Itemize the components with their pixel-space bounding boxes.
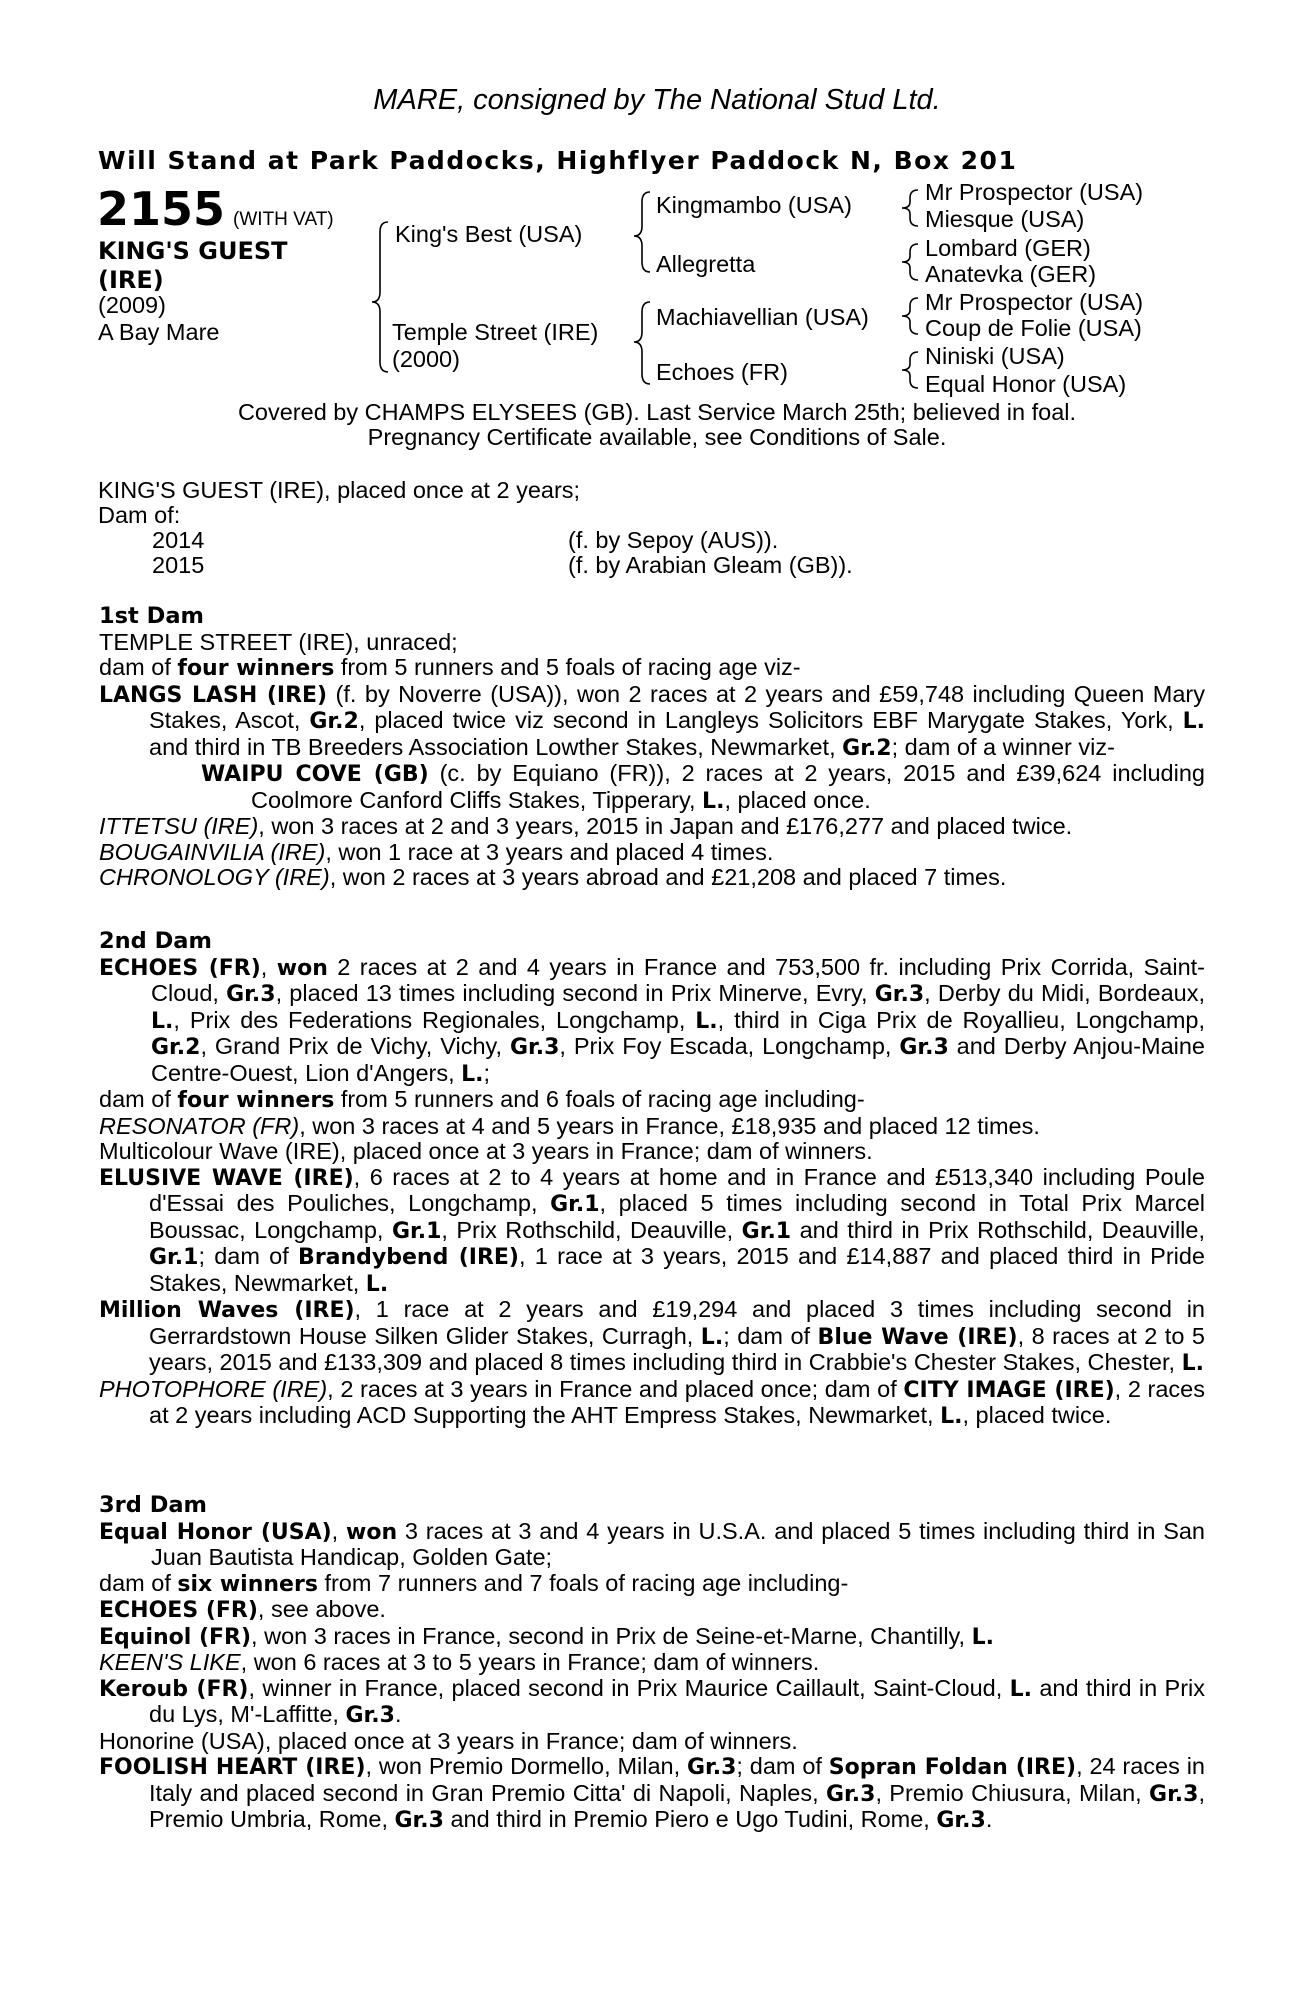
pedigree-g4: Anatevka (GER) [925,261,1097,287]
first-dam-summary: dam of four winners from 5 runners and 5 foals of racing age viz- [99,654,801,681]
dam-year: (2000) [392,346,460,372]
pedigree-g6: Coup de Folie (USA) [925,315,1142,341]
second-dam-summary: dam of four winners from 5 runners and 6 foals of racing age including- [99,1086,865,1113]
dam-of-label: Dam of: [98,502,181,528]
pedigree-g1: Mr Prospector (USA) [925,179,1144,205]
langs-lash-entry: LANGS LASH (IRE) (f. by Noverre (USA)), won 2 races at 2 years and £59,748 including Queen Mary Stakes, Ascot, Gr.2, placed twice viz second in Langleys Solicitors EBF Marygate Stakes, York, L. and third in TB Breeders Association Lowther Stakes, Newmarket, Gr.2; dam of a winner viz- [99,680,1205,761]
pedigree-g3: Lombard (GER) [925,235,1091,261]
first-dam-line: TEMPLE STREET (IRE), unraced; [99,628,458,655]
sire-sire: Kingmambo (USA) [656,192,852,218]
lot-number: 2155 (WITH VAT) [97,182,334,236]
pedigree-g8: Equal Honor (USA) [925,371,1127,397]
ittetsu-entry: ITTETSU (IRE), won 3 races at 2 and 3 years, 2015 in Japan and £176,277 and placed twice. [99,813,1073,839]
foaling-year: (2009) [98,292,166,318]
pedigree-g5: Mr Prospector (USA) [925,289,1144,315]
waipu-cove-entry: WAIPU COVE (GB) (c. by Equiano (FR)), 2 races at 2 years, 2015 and £39,624 including Coolmore Canford Cliffs Stakes, Tipperary, L., placed once. [201,760,1205,814]
produce-year-2015: 2015 [152,552,205,578]
multicolour-wave-entry: Multicolour Wave (IRE), placed once at 3 years in France; dam of winners. [99,1138,873,1164]
pregnancy-note: Pregnancy Certificate available, see Conditions of Sale. [367,424,947,450]
pedigree-g7: Niniski (USA) [925,343,1065,369]
second-dam-section [99,928,1205,1430]
vat-note: (WITH VAT) [233,209,334,230]
elusive-wave-entry: ELUSIVE WAVE (IRE), 6 races at 2 to 4 years at home and in France and £513,340 including Poule d'Essai des Pouliches, Longchamp, Gr.1, placed 5 times including second in Total Prix Marcel Boussac, Longchamp, Gr.1, Prix Rothschild, Deauville, Gr.1 and third in Prix Rothschild, Deauville, Gr.1; dam of Brandybend (IRE), 1 race at 3 years, 2015 and £14,887 and placed third in Pride Stakes, Newmarket, L. [99,1163,1206,1297]
echoes-see-above: ECHOES (FR), see above. [99,1596,386,1623]
photophore-entry: PHOTOPHORE (IRE), 2 races at 3 years in France and placed once; dam of CITY IMAGE (IRE), 2 races at 2 years including ACD Supporting the AHT Empress Stakes, Newmarket, L., placed twice. [99,1375,1206,1429]
keens-like-entry: KEEN'S LIKE, won 6 races at 3 to 5 years in France; dam of winners. [99,1649,820,1675]
horse-name-suffix: (IRE) [98,266,164,294]
produce-intro: KING'S GUEST (IRE), placed once at 2 years; [98,477,581,503]
sire-dam: Allegretta [656,251,756,277]
second-dam-heading: 2nd Dam [99,928,212,954]
honorine-entry: Honorine (USA), placed once at 3 years in France; dam of winners. [99,1727,798,1754]
third-dam-section [99,1492,1205,1834]
equinol-entry: Equinol (FR), won 3 races in France, second in Prix de Seine-et-Marne, Chantilly, L. [99,1622,994,1650]
produce-detail-2014: (f. by Sepoy (AUS)). [568,527,779,553]
keroub-entry: Keroub (FR), winner in France, placed second in Prix Maurice Caillault, Saint-Cloud, L. and third in Prix du Lys, M'-Laffitte, Gr.3. [99,1674,1205,1728]
produce-year-2014: 2014 [152,527,205,553]
foolish-heart-entry: FOOLISH HEART (IRE), won Premio Dormello, Milan, Gr.3; dam of Sopran Foldan (IRE), 24 races in Italy and placed second in Gran Premio Citta' di Napoli, Naples, Gr.3, Premio Chiusura, Milan, Gr.3, Premio Umbria, Rome, Gr.3 and third in Premio Piero e Ugo Tudini, Rome, Gr.3. [99,1753,1205,1833]
third-dam-heading: 3rd Dam [99,1492,207,1518]
covered-note: Covered by CHAMPS ELYSEES (GB). Last Service March 25th; believed in foal. [237,399,1077,425]
bougainvilia-entry: BOUGAINVILIA (IRE), won 1 race at 3 years and placed 4 times. [99,838,774,865]
horse-name: KING'S GUEST [98,237,288,265]
horse-description: A Bay Mare [98,319,220,345]
sire-name: King's Best (USA) [395,221,583,247]
equal-honor-entry: Equal Honor (USA), won 3 races at 3 and 4 years in U.S.A. and placed 5 times including third in San Juan Bautista Handicap, Golden Gate; [99,1517,1206,1570]
stand-location: Will Stand at Park Paddocks, Highflyer Paddock N, Box 201 [98,146,1018,175]
dam-name: Temple Street (IRE) [392,319,599,345]
pedigree-g2: Miesque (USA) [925,206,1085,232]
echoes-entry: ECHOES (FR), won 2 races at 2 and 4 years in France and 753,500 fr. including Prix Corrida, Saint-Cloud, Gr.3, placed 13 times including second in Prix Minerve, Evry, Gr.3, Derby du Midi, Bordeaux, L., Prix des Federations Regionales, Longchamp, L., third in Ciga Prix de Royallieu, Longchamp, Gr.2, Grand Prix de Vichy, Vichy, Gr.3, Prix Foy Escada, Longchamp, Gr.3 and Derby Anjou-Maine Centre-Ouest, Lion d'Angers, L.; [99,953,1206,1087]
million-waves-entry: Million Waves (IRE), 1 race at 2 years and £19,294 and placed 3 times including second in Gerrardstown House Silken Glider Stakes, Curragh, L.; dam of Blue Wave (IRE), 8 races at 2 to 5 years, 2015 and £133,309 and placed 8 times including third in Crabbie's Chester Stakes, Chester, L. [99,1296,1205,1376]
chronology-entry: CHRONOLOGY (IRE), won 2 races at 3 years abroad and £21,208 and placed 7 times. [99,864,1007,890]
dam-dam: Echoes (FR) [656,359,788,385]
resonator-entry: RESONATOR (FR), won 3 races at 4 and 5 years in France, £18,935 and placed 12 times. [99,1112,1040,1139]
page-title: MARE, consigned by The National Stud Ltd. [373,84,941,116]
first-dam-section [99,603,1205,891]
dam-sire: Machiavellian (USA) [656,304,869,330]
third-dam-summary: dam of six winners from 7 runners and 7 foals of racing age including- [99,1569,849,1597]
produce-detail-2015: (f. by Arabian Gleam (GB)). [568,552,853,578]
first-dam-heading: 1st Dam [99,603,204,629]
